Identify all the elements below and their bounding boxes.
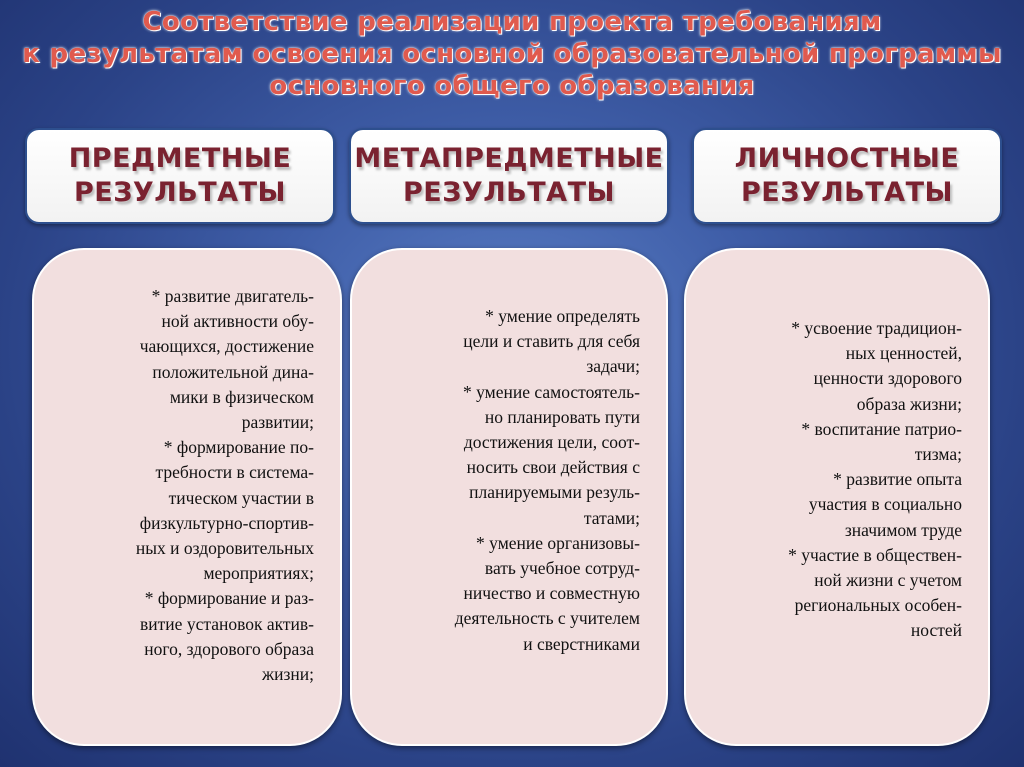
text-line: мики в физическом	[169, 386, 314, 407]
text-line: * формирование по-	[163, 437, 314, 458]
header-personal-results	[692, 128, 1002, 224]
text-line: достижения цели, соот-	[463, 432, 640, 453]
text-line: региональных особен-	[794, 595, 962, 616]
text-line: планируемыми резуль-	[469, 482, 640, 503]
header-line: ПРЕДМЕТНЫЕ	[68, 143, 292, 174]
text-line: * развитие двигатель-	[151, 286, 314, 306]
text-line: ных ценностей,	[845, 343, 962, 364]
text-line: ценности здорового	[813, 368, 962, 389]
header-subject-results	[25, 128, 335, 224]
content-subject-results	[32, 248, 342, 746]
text-line: физкультурно-спортив-	[139, 512, 314, 533]
text-line: развитии;	[241, 412, 314, 433]
content-personal-results	[684, 248, 990, 746]
text-line: цели и ставить для себя	[463, 331, 640, 352]
text-line: значимом труде	[844, 519, 962, 540]
text-line: * усвоение традицион-	[791, 318, 962, 338]
text-line: и сверстниками	[523, 633, 640, 654]
text-line: положительной дина-	[152, 361, 314, 382]
subject-results-text	[136, 284, 314, 687]
text-line: носить свои действия с	[466, 457, 640, 478]
title-line: Соответствие реализации проекта требованиям	[142, 7, 882, 37]
title-line: к результатам освоения основной образовательной программы	[22, 39, 1002, 69]
text-line: * развитие опыта	[833, 469, 962, 490]
text-line: ничество и совместную	[463, 583, 640, 604]
header-line: МЕТАПРЕДМЕТНЫЕ	[354, 143, 664, 174]
text-line: витие установок актив-	[140, 613, 314, 634]
text-line: * участие в обществен-	[788, 544, 962, 565]
slide-title	[0, 6, 1024, 102]
text-line: ной жизни с учетом	[814, 570, 962, 591]
text-line: ной активности обу-	[161, 311, 314, 332]
text-line: участия в социально	[808, 494, 962, 515]
header-line: РЕЗУЛЬТАТЫ	[403, 177, 615, 208]
header-line: РЕЗУЛЬТАТЫ	[741, 177, 953, 208]
text-line: * формирование и раз-	[144, 588, 314, 609]
text-line: тическом участии в	[168, 487, 314, 508]
text-line: задачи;	[586, 356, 640, 377]
personal-results-text	[788, 316, 962, 644]
text-line: жизни;	[262, 664, 314, 685]
text-line: * умение организовы-	[476, 532, 640, 553]
text-line: вать учебное сотруд-	[484, 558, 640, 579]
text-line: ного, здорового образа	[144, 638, 314, 659]
text-line: ных и оздоровительных	[135, 538, 314, 559]
text-line: * умение определять	[485, 306, 640, 326]
metasubject-results-text	[455, 304, 640, 657]
header-line: ЛИЧНОСТНЫЕ	[734, 143, 960, 174]
text-line: чающихся, достижение	[139, 336, 314, 357]
text-line: деятельность с учителем	[454, 608, 640, 629]
header-line: РЕЗУЛЬТАТЫ	[74, 177, 286, 208]
text-line: требности в система-	[155, 462, 314, 483]
text-line: но планировать пути	[484, 406, 640, 427]
text-line: * воспитание патрио-	[801, 418, 962, 439]
text-line: ностей	[910, 620, 962, 641]
content-metasubject-results	[350, 248, 668, 746]
text-line: тизма;	[914, 444, 962, 465]
title-line: основного общего образования	[269, 71, 755, 101]
text-line: татами;	[583, 507, 640, 528]
text-line: мероприятиях;	[203, 563, 314, 584]
text-line: * умение самостоятель-	[463, 381, 640, 402]
text-line: образа жизни;	[856, 393, 962, 414]
header-metasubject-results	[349, 128, 669, 224]
